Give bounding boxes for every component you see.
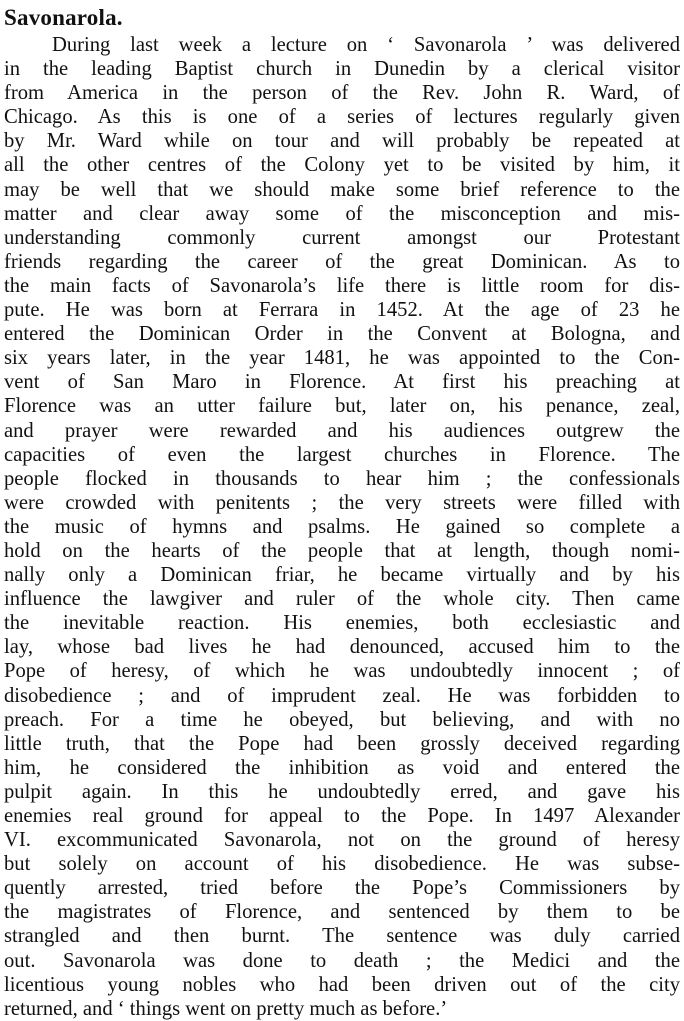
text-line: returned, and ‘ things went on pretty much as before.’ <box>4 997 448 1020</box>
text-line: all the other centres of the Colony yet to be visited by him, it <box>4 154 680 177</box>
text-line: but solely on account of his disobedience. He was subse- <box>4 853 680 876</box>
article-title: Savonarola. <box>4 5 123 30</box>
text-line: matter and clear away some of the misconception and mis- <box>4 202 680 225</box>
text-line: were crowded with penitents ; the very streets were filled with <box>4 491 680 514</box>
text-line: hold on the hearts of the people that at length, though nomi- <box>4 539 680 562</box>
text-line: in the leading Baptist church in Dunedin by a clerical visitor <box>4 58 680 81</box>
text-line: capacities of even the largest churches in Florence. The <box>4 443 680 466</box>
text-line: by Mr. Ward while on tour and will probably be repeated at <box>4 130 680 153</box>
text-line: pulpit again. In this he undoubtedly erred, and gave his <box>4 780 680 803</box>
text-line: pute. He was born at Ferrara in 1452. At the age of 23 he <box>4 299 680 322</box>
text-line: lay, whose bad lives he had denounced, accused him to the <box>4 636 680 659</box>
text-line: from America in the person of the Rev. John R. Ward, of <box>4 82 680 105</box>
text-line: influence the lawgiver and ruler of the whole city. Then came <box>4 588 680 611</box>
text-line: people flocked in thousands to hear him ; the confessionals <box>4 467 680 490</box>
text-line: the magistrates of Florence, and sentenced by them to be <box>4 901 680 924</box>
text-line: During last week a lecture on ‘ Savonarola ’ was delivered <box>52 34 680 56</box>
text-line: him, he considered the inhibition as void and entered the <box>4 756 680 779</box>
text-line: friends regarding the career of the great Dominican. As to <box>4 250 680 273</box>
article-body <box>4 33 680 1021</box>
text-line: preach. For a time he obeyed, but believing, and with no <box>4 708 680 731</box>
text-line: the inevitable reaction. His enemies, both ecclesiastic and <box>4 612 680 635</box>
text-line: entered the Dominican Order in the Convent at Bologna, and <box>4 323 680 346</box>
text-line: Chicago. As this is one of a series of lectures regularly given <box>4 106 680 129</box>
text-line: Florence was an utter failure but, later on, his penance, zeal, <box>4 395 680 418</box>
text-line: little truth, that the Pope had been grossly deceived regarding <box>4 732 680 755</box>
text-line: out. Savonarola was done to death ; the Medici and the <box>4 949 680 972</box>
text-line: and prayer were rewarded and his audiences outgrew the <box>4 419 680 442</box>
text-line: disobedience ; and of imprudent zeal. He was forbidden to <box>4 684 680 707</box>
text-line: Pope of heresy, of which he was undoubtedly innocent ; of <box>4 660 680 683</box>
text-line: six years later, in the year 1481, he was appointed to the Con- <box>4 347 680 370</box>
text-line: nally only a Dominican friar, he became virtually and by his <box>4 564 680 587</box>
text-line: vent of San Maro in Florence. At first his preaching at <box>4 371 680 394</box>
text-line: licentious young nobles who had been driven out of the city <box>4 973 680 996</box>
text-line: the main facts of Savonarola’s life there is little room for dis- <box>4 274 680 297</box>
text-line: understanding commonly current amongst our Protestant <box>4 226 680 249</box>
text-line: enemies real ground for appeal to the Pope. In 1497 Alexander <box>4 805 680 827</box>
text-line: VI. excommunicated Savonarola, not on the ground of heresy <box>4 829 680 852</box>
text-line: the music of hymns and psalms. He gained so complete a <box>4 515 680 538</box>
text-line: strangled and then burnt. The sentence was duly carried <box>4 925 680 948</box>
text-line: may be well that we should make some brief reference to the <box>4 178 680 201</box>
text-line: quently arrested, tried before the Pope’s Commissioners by <box>4 877 680 900</box>
